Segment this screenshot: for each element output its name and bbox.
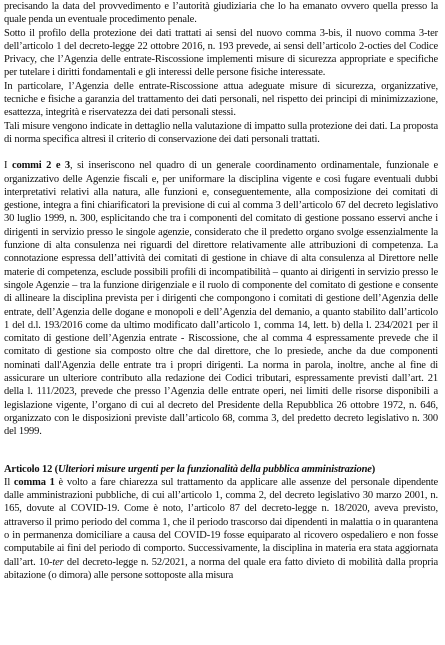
article-12-heading [4, 463, 438, 476]
paragraph-body-end: del decreto-legge n. 52/2021, a norma del quale era fatto divieto di mobilità dalla propria abitazione (o dimora) alle persone sottoposte alla misura [4, 556, 438, 581]
paragraph-body: è volto a fare chiarezza sul trattamento da applicare alle assenze del personale dipendente dalle amministrazioni pubbliche, di cui all’articolo 1, comma 2, del decreto legislativo 30 marzo 2001, n. 165, dovute al COVID-19. Come è noto, l’articolo 87 del decreto-legge n. 18/2020, aveva previsto, attraverso il primo periodo del comma 1, che il periodo trascorso dai dipendenti in malattia o in quarantena o in permanenza domiciliare a causa del COVID-19 fosse equiparato al ricovero ospedaliero e non fosse computabile ai fini del periodo di comporto. Successivamente, la disciplina in materia era stata aggiornata dall’art. 10- [4, 476, 438, 568]
paragraph-continuation: precisando la data del provvedimento e l’autorità giudiziaria che lo ha emanato ovvero quella presso la quale penda un eventuale procedimento penale. [4, 1, 438, 26]
paragraph-data-protection: Sotto il profilo della protezione dei dati trattati ai sensi del nuovo comma 3-bis, il nuovo comma 3-ter dell’articolo 1 del decreto-legge 22 ottobre 2016, n. 193 prevede, ai sensi dell’articolo 2-octies del Codice Privacy, che l’Agenzia delle entrate-Riscossione implementi misure di sicurezza appropriate e specifiche per tutelare i diritti fondamentali e gli interessi delle persone fisiche interessate. [4, 27, 438, 79]
italic-ter: ter [52, 556, 64, 568]
paragraph-body: , si inseriscono nel quadro di un generale coordinamento ordinamentale, funzionale e organizzativo delle Agenzie fiscali e, per uniformare la disciplina vigente e così fugare eventuali dubbi interpretativi relativi alla natura, alle funzioni e, conseguentemente, alla composizione dei comitati di gestione, integra a fini chiarificatori la previsione di cui al comma 3 dell’articolo 67 del decreto legislativo 30 luglio 1999, n. 300, esplicitando che tra i componenti del comitato di gestione possano esservi anche i dirigenti in servizio presso le singole agenzie, considerato che il predetto organo svolge essenzialmente la funzione di alta consulenza nei riguardi del direttore relativamente alle attribuzioni di competenza. La connotazione espressa dell’attività dei comitati di gestione in chiave di alta consulenza al Direttore nelle materie di competenza, esclude possibili profili di incompatibilità – quanto ai dirigenti in servizio presso le singole Agenzie – tra la funzione dirigenziale e il ruolo di componente del comitato di gestione e consente di allineare la disciplina prevista per i dirigenti che compongono i comitati di gestione dell’Agenzia delle entrate, dell’Agenzia delle dogane e monopoli e dell’Agenzia del demanio, a quanto stabilito dall’articolo 1 del d.l. 193/2016 come da ultimo modificato dall’articolo 1, comma 14, lett. b) della l. 234/2021 per il comitato di gestione dell’Agenzia entrate - Riscossione, che al comma 4 espressamente prevede che il comitato di gestione sia composto oltre che dal direttore, che lo presiede, anche da due componenti nominati dall'Agenzia delle entrate tra i propri dirigenti. La norma in parola, inoltre, anche al fine di assicurare un ulteriore contributo alla redazione dei Codici tributari, espressamente previsti dall’art. 21 della l. 111/2023, prevede che presso l’Agenzia delle entrate operi, nei limiti delle risorse disponibili a legislazione vigente, l’organo di cui al decreto del Presidente della Repubblica 26 ottobre 1972, n. 646, organizzato con le disposizioni previste dall’articolo 68, comma 3, del predetto decreto legislativo n. 300 del 1999. [4, 160, 438, 438]
spacer [4, 146, 438, 159]
paragraph-lead: I [4, 160, 12, 172]
paragraph-impact-assessment: Tali misure vengono indicate in dettaglio nella valutazione di impatto sulla protezione dei dati. La proposta di norma specifica altresì il criterio di conservazione dei dati personali trattati. [4, 120, 438, 145]
bold-comma-ref: comma 1 [13, 476, 55, 488]
document-page [4, 0, 438, 582]
bold-commi-ref: commi 2 e 3 [11, 160, 71, 172]
spacer [4, 439, 438, 459]
paragraph-security-measures: In particolare, l’Agenzia delle entrate-Riscossione attua adeguate misure di sicurezza, organizzative, tecniche e fisiche a garanzia del trattamento dei dati personali, nel rispetto dei principi di minimizzazione, esattezza, integrità e riservatezza dei dati personali stessi. [4, 80, 438, 119]
heading-italic: Ulteriori misure urgenti per la funzionalità della pubblica amministrazione [58, 463, 372, 475]
heading-bold: Articolo 12 ( [4, 463, 59, 475]
paragraph-commi-2-3 [4, 159, 438, 438]
heading-close: ) [371, 463, 376, 475]
paragraph-comma-1 [4, 476, 438, 582]
paragraph-lead: Il [4, 476, 14, 488]
